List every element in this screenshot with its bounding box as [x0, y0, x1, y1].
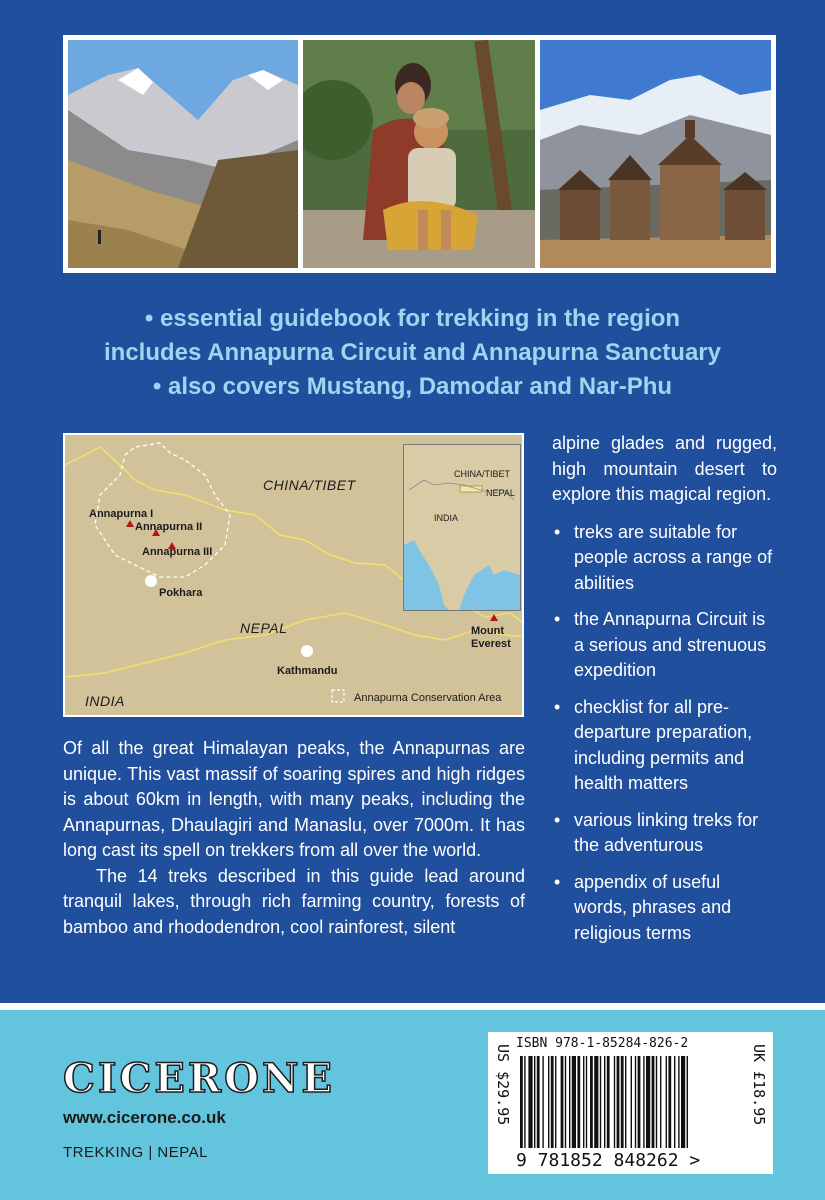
body-paragraph-2: The 14 treks described in this guide lead around tranquil lakes, through rich farming country, forests of bamboo and rhododendron, cool rainforest, silent — [63, 865, 525, 937]
map-label-everest-2: Everest — [471, 638, 511, 650]
map-label-everest-1: Mount — [471, 625, 504, 637]
barcode-bar — [551, 1056, 554, 1148]
map-label-pokhara: Pokhara — [159, 587, 203, 599]
map-label-kathmandu: Kathmandu — [277, 665, 338, 677]
photo-stupa — [540, 40, 771, 268]
region-map — [63, 433, 524, 717]
map-label-nepal: NEPAL — [240, 620, 288, 636]
list-item: • treks are suitable for people across a range of abilities — [552, 520, 777, 597]
barcode-bar — [577, 1056, 580, 1148]
barcode-bar — [668, 1056, 671, 1148]
barcode-bar — [600, 1056, 601, 1148]
barcode-bar — [572, 1056, 576, 1148]
barcode-bar — [542, 1056, 543, 1148]
barcode-bar — [614, 1056, 615, 1148]
photo-mountain-valley — [68, 40, 298, 268]
barcode-box — [488, 1032, 773, 1174]
list-item: • the Annapurna Circuit is a serious and strenuous expedition — [552, 607, 777, 684]
inset-label-nepal: NEPAL — [486, 488, 515, 498]
barcode-bar — [561, 1056, 564, 1148]
bullet-line: includes Annapurna Circuit and Annapurna Sanctuary — [104, 339, 721, 366]
list-item: • checklist for all pre-departure preparation, including permits and health matters — [552, 695, 777, 797]
city-marker-kathmandu — [301, 645, 313, 657]
barcode-bar — [604, 1056, 605, 1148]
barcode-bar — [565, 1056, 566, 1148]
city-marker-pokhara — [145, 575, 157, 587]
barcode-bar — [583, 1056, 584, 1148]
barcode-bar — [631, 1056, 632, 1148]
map-label-annapurna-3: Annapurna III — [142, 546, 213, 558]
barcode-bar — [638, 1056, 641, 1148]
right-column-intro: alpine glades and rugged, high mountain desert to explore this magical region. — [552, 433, 777, 504]
photo-mother-child — [303, 40, 535, 268]
barcode-bar — [635, 1056, 636, 1148]
feature-list — [552, 520, 777, 947]
inset-label-india: INDIA — [434, 513, 459, 523]
barcode-bar — [656, 1056, 657, 1148]
inset-label-china: CHINA/TIBET — [454, 469, 511, 479]
barcode-bar — [621, 1056, 624, 1148]
bullet-line: • essential guidebook for trekking in the region — [144, 305, 681, 332]
list-item: • appendix of useful words, phrases and religious terms — [552, 870, 777, 947]
list-item: • various linking treks for the adventurous — [552, 808, 777, 859]
barcode-bar — [569, 1056, 570, 1148]
barcode-bar — [548, 1056, 549, 1148]
barcode-bar — [643, 1056, 644, 1148]
photo-strip — [63, 35, 776, 273]
map-label-china: CHINA/TIBET — [263, 477, 356, 493]
barcode-bar — [674, 1056, 675, 1148]
publisher-logo: CICERONE — [63, 1055, 336, 1102]
barcode-bar — [534, 1056, 535, 1148]
map-label-india: INDIA — [85, 693, 125, 709]
map-legend: Annapurna Conservation Area — [354, 692, 502, 704]
barcode-bar — [607, 1056, 610, 1148]
barcode-bar — [687, 1056, 688, 1148]
barcode-bar — [681, 1056, 685, 1148]
map-label-annapurna-1: Annapurna I — [89, 508, 154, 520]
category-label: TREKKING | NEPAL — [63, 1144, 208, 1161]
barcode-bar — [528, 1056, 532, 1148]
barcode-bar — [666, 1056, 667, 1148]
barcode-digits: 9 781852 848262 > — [516, 1150, 701, 1171]
barcode-bar — [524, 1056, 525, 1148]
barcode-bar — [594, 1056, 598, 1148]
peak-marker-annapurna-1 — [126, 520, 134, 527]
isbn-text: ISBN 978-1-85284-826-2 — [516, 1036, 689, 1051]
barcode-bar — [586, 1056, 587, 1148]
publisher-url: www.cicerone.co.uk — [63, 1108, 226, 1127]
feature-bullets — [0, 302, 825, 404]
barcode-bar — [646, 1056, 650, 1148]
barcode-bar — [537, 1056, 540, 1148]
barcode-bar — [625, 1056, 626, 1148]
barcode-bar — [652, 1056, 655, 1148]
bullet-line: • also covers Mustang, Damodar and Nar-Phu — [152, 373, 673, 400]
map-inset — [403, 444, 521, 611]
barcode-bar — [617, 1056, 620, 1148]
map-label-annapurna-2: Annapurna II — [135, 521, 203, 533]
body-paragraph-1: Of all the great Himalayan peaks, the Annapurnas are unique. This vast massif of soaring spires and high ridges is about 60km in length, with many peaks, including the Annapurnas, Dhaulagiri and Manaslu, over 7000m. It has long cast its spell on trekkers from all over the world. — [63, 738, 525, 860]
cover-bottom — [0, 1003, 825, 1200]
barcode-bar — [678, 1056, 679, 1148]
body-text — [63, 736, 525, 940]
us-price: US $29.95 — [494, 1044, 512, 1126]
barcode-bars — [520, 1056, 740, 1148]
right-column — [552, 431, 777, 957]
barcode-bar — [555, 1056, 556, 1148]
barcode-bar — [660, 1056, 661, 1148]
barcode-bar — [590, 1056, 593, 1148]
uk-price: UK £18.95 — [750, 1044, 768, 1126]
barcode-bar — [520, 1056, 523, 1148]
